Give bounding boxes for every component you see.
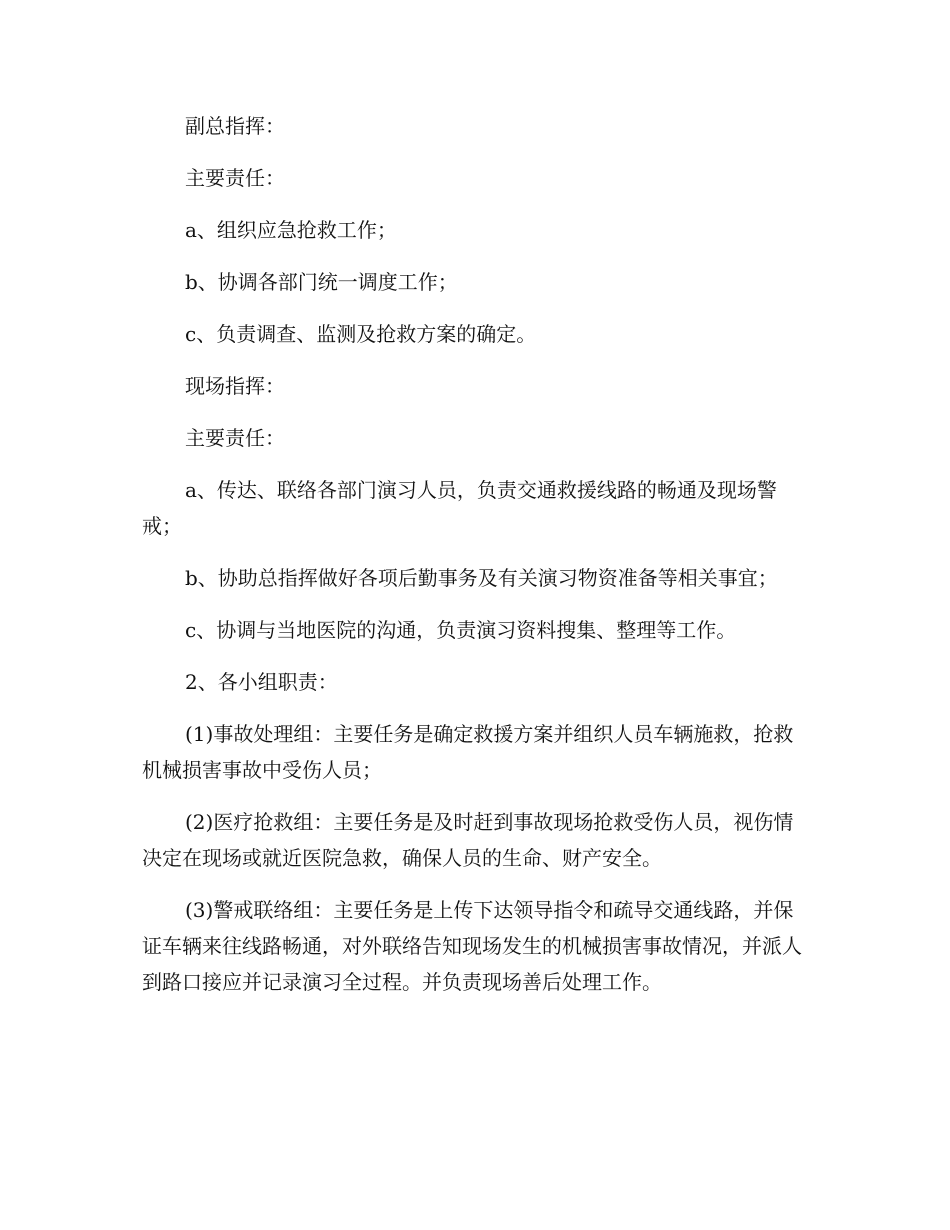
- paragraph-group-3: (3)警戒联络组：主要任务是上传下达领导指令和疏导交通线路，并保证车辆来往线路畅通，对外联络告知现场发生的机械损害事故情况，并派人到路口接应并记录演习全过程。并负责现场善后处理工作。: [142, 898, 802, 994]
- paragraph-site-item-c: c、协调与当地医院的沟通，负责演习资料搜集、整理等工作。: [185, 618, 737, 642]
- paragraph-item-c: c、负责调查、监测及抢救方案的确定。: [185, 322, 537, 346]
- paragraph-group-1: (1)事故处理组：主要任务是确定救援方案并组织人员车辆施救，抢救机械损害事故中受伤人员；: [142, 722, 794, 782]
- paragraph-item-a: a、组织应急抢救工作；: [185, 218, 397, 242]
- paragraph-site-item-b: b、协助总指挥做好各项后勤事务及有关演习物资准备等相关事宜；: [185, 566, 778, 590]
- paragraph-site-item-a: a、传达、联络各部门演习人员，负责交通救援线路的畅通及现场警戒；: [142, 478, 777, 538]
- paragraph-deputy-commander-heading: 副总指挥：: [185, 114, 285, 138]
- document-body: [142, 108, 810, 1016]
- paragraph-main-responsibility-heading-2: 主要责任：: [185, 426, 285, 450]
- paragraph-group-duties-heading: 2、各小组职责：: [185, 670, 338, 694]
- paragraph-item-b: b、协调各部门统一调度工作；: [185, 270, 458, 294]
- paragraph-site-commander-heading: 现场指挥：: [185, 374, 285, 398]
- paragraph-group-2: (2)医疗抢救组：主要任务是及时赶到事故现场抢救受伤人员，视伤情决定在现场或就近医院急救，确保人员的生命、财产安全。: [142, 810, 794, 870]
- paragraph-main-responsibility-heading: 主要责任：: [185, 166, 285, 190]
